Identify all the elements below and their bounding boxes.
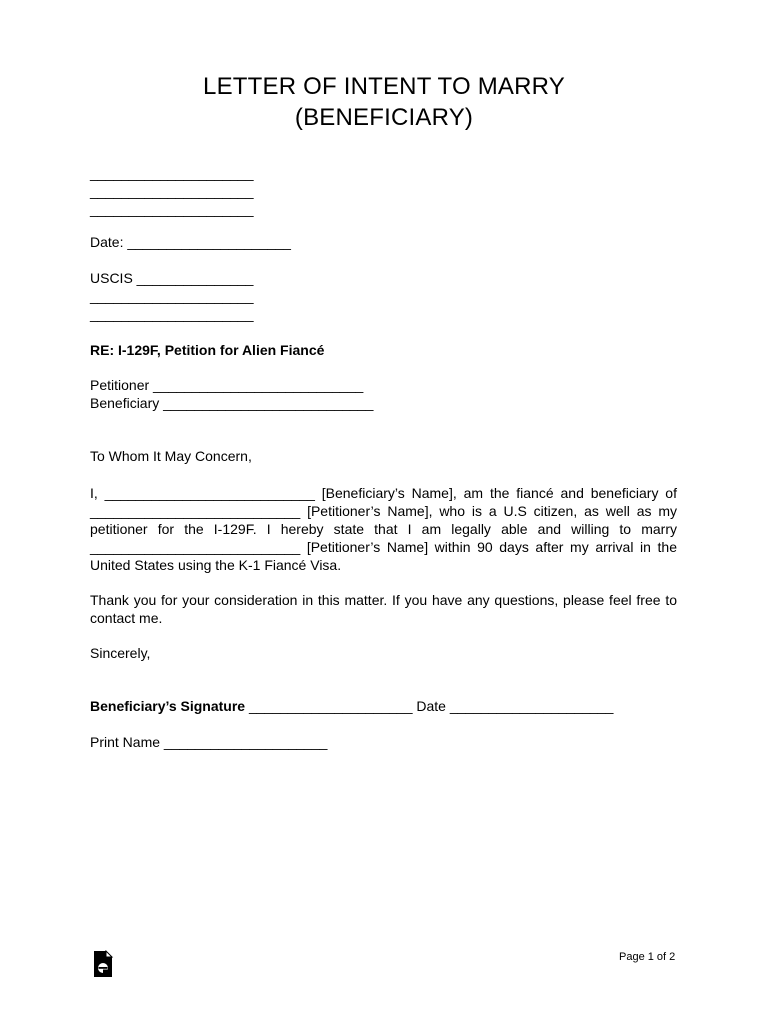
address-line-3: _____________________	[90, 201, 254, 217]
signature-line	[90, 698, 613, 714]
body-paragraph	[90, 484, 681, 574]
address-line-2: _____________________	[90, 183, 254, 199]
document-subtitle: (BENEFICIARY)	[294, 104, 474, 131]
signature-label: Beneficiary’s Signature	[90, 698, 246, 714]
date-line: Date: _____________________	[90, 234, 291, 250]
thanks-paragraph	[90, 591, 681, 627]
closing: Sincerely,	[90, 645, 151, 661]
thanks-paragraph-text: Thank you for your consideration in this matter. If you have any questions, please feel free to contact me.	[90, 592, 681, 626]
uscis-line-3: _____________________	[90, 306, 254, 322]
re-line: RE: I-129F, Petition for Alien Fiancé	[90, 342, 325, 358]
address-line-1: _____________________	[90, 165, 254, 181]
body-paragraph-text: I, ___________________________ [Beneficiary’s Name], am the fiancé and beneficiary of ___________________________ [Petitioner’s Name], who is a U.S citizen, as well as my petitioner for the I-129F. I hereby state that I am legally able and willing to marry ___________________________ [Petitioner’s Name] within 90 days after my arrival in the United States using the K-1 Fiancé Visa.	[90, 485, 681, 573]
uscis-line-2: _____________________	[90, 288, 254, 304]
uscis-line-1: USCIS _______________	[90, 270, 254, 286]
document-title: LETTER OF INTENT TO MARRY	[203, 73, 565, 100]
signature-blanks: _____________________ Date _____________________	[245, 698, 614, 714]
print-name-line: Print Name _____________________	[90, 734, 328, 750]
petitioner-line: Petitioner ___________________________	[90, 377, 364, 393]
page-number: Page 1 of 2	[619, 951, 676, 963]
salutation: To Whom It May Concern,	[90, 448, 252, 464]
beneficiary-line: Beneficiary ___________________________	[90, 395, 374, 411]
eforms-logo-icon	[92, 950, 114, 978]
